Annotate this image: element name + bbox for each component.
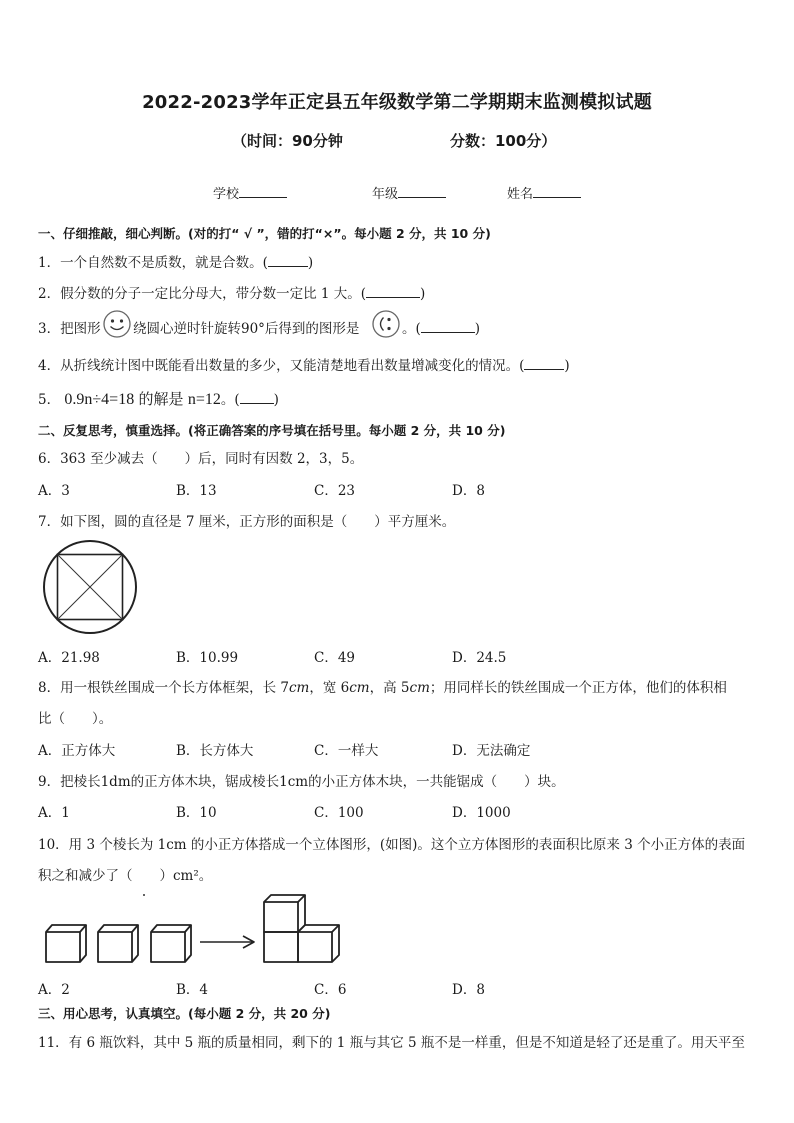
q10-option-c[interactable]: C．6 (314, 982, 347, 998)
q3-text-b: 绕圆心逆时针旋转90°后得到的图形是 (133, 321, 360, 337)
q5-close: ) (273, 392, 279, 408)
q8-unit-width: cm (349, 680, 370, 696)
q10-option-a[interactable]: A．2 (38, 982, 70, 998)
exam-time: （时间：90分钟 (232, 132, 343, 150)
q4-close: ) (564, 358, 570, 374)
q5-equation: 0.9n÷4=18 (64, 391, 135, 408)
name-blank[interactable] (533, 185, 581, 198)
name-label: 姓名 (507, 187, 534, 202)
q8-text-d: ；用同样长的铁丝围成一个正方体，他们的体积相 (429, 680, 727, 696)
name-field (507, 183, 581, 202)
q6-option-c[interactable]: C．23 (314, 483, 356, 499)
question-4 (38, 354, 570, 374)
question-3-b (133, 317, 359, 337)
q1-text: 1．一个自然数不是质数，就是合数。( (38, 255, 268, 271)
q6-option-a[interactable]: A．3 (38, 483, 70, 499)
q8-option-c[interactable]: C．一样大 (314, 743, 379, 759)
school-field (213, 183, 287, 202)
q7-option-a[interactable]: A．21.98 (38, 650, 100, 666)
q5-text-a: 5． (38, 392, 61, 408)
q3-text-c: 。( (402, 321, 421, 337)
q8-option-b[interactable]: B．长方体大 (176, 743, 254, 759)
q9-option-b[interactable]: B．10 (176, 805, 217, 821)
question-3-c (402, 317, 480, 337)
school-blank[interactable] (239, 185, 287, 198)
exam-title: 2022-2023学年正定县五年级数学第二学期期末监测模拟试题 (142, 92, 652, 113)
q8-text-b: ，宽 6 (309, 680, 350, 696)
question-2 (38, 282, 425, 302)
q7-option-b[interactable]: B．10.99 (176, 650, 239, 666)
q8-option-d[interactable]: D．无法确定 (452, 743, 531, 759)
exam-score: 分数：100分） (450, 132, 557, 150)
q8-text-c: ，高 5 (369, 680, 410, 696)
question-5 (38, 388, 279, 409)
question-9: 9．把棱长1dm的正方体木块，锯成棱长1cm的小正方体木块，一共能锯成（ ）块。 (38, 774, 565, 790)
grade-label: 年级 (372, 187, 399, 202)
q5-answer-blank[interactable] (240, 391, 274, 404)
question-10-line1: 10．用 3 个棱长为 1cm 的小正方体搭成一个立体图形，(如图)。这个立方体图形的表面积比原来 3 个小正方体的表面 (38, 837, 746, 853)
cubes-diagram (40, 890, 350, 966)
section1-heading: 一、仔细推敲，细心判断。(对的打“ √ ”，错的打“×”。每小题 2 分，共 10 分) (38, 226, 491, 241)
q9-option-a[interactable]: A．1 (38, 805, 70, 821)
grade-field (372, 183, 446, 202)
question-1 (38, 251, 313, 271)
q8-unit-height: cm (409, 680, 430, 696)
q7-option-c[interactable]: C．49 (314, 650, 356, 666)
small-cube-3 (151, 925, 191, 962)
q9-option-c[interactable]: C．100 (314, 805, 364, 821)
rotated-smiley-icon (371, 309, 401, 339)
question-11: 11．有 6 瓶饮料，其中 5 瓶的质量相同，剩下的 1 瓶与其它 5 瓶不是一样重，但是不知道是轻了还是重了。用天平至 (38, 1035, 745, 1051)
q9-option-d[interactable]: D．1000 (452, 805, 511, 821)
q8-unit-length: cm (288, 680, 310, 696)
circle-square-diagram (42, 539, 140, 637)
q5-text-b: 的解是 (138, 390, 184, 408)
question-6: 6．363 至少减去（ ）后，同时有因数 2，3，5。 (38, 451, 364, 467)
section2-heading: 二、反复思考，慎重选择。(将正确答案的序号填在括号里。每小题 2 分，共 10 分) (38, 423, 506, 438)
q10-option-b[interactable]: B．4 (176, 982, 209, 998)
q7-option-d[interactable]: D．24.5 (452, 650, 507, 666)
q2-close: ) (420, 286, 426, 302)
question-8-line2: 比（ ）。 (38, 711, 113, 727)
school-label: 学校 (213, 187, 240, 202)
q3-answer-blank[interactable] (421, 320, 475, 333)
question-8-line1 (38, 676, 727, 696)
q4-text: 4．从折线统计图中既能看出数量的多少，又能清楚地看出数量增减变化的情况。( (38, 358, 525, 374)
q6-option-b[interactable]: B．13 (176, 483, 217, 499)
q6-option-d[interactable]: D．8 (452, 483, 485, 499)
q4-answer-blank[interactable] (524, 357, 564, 370)
q2-answer-blank[interactable] (366, 285, 420, 298)
small-cube-2 (98, 925, 138, 962)
q10-option-d[interactable]: D．8 (452, 982, 485, 998)
question-10-line2: 积之和减少了（ ）cm²。 (38, 868, 213, 884)
q1-close: ) (307, 255, 314, 271)
grade-blank[interactable] (398, 185, 446, 198)
q5-text-c: 。( (220, 392, 240, 408)
q5-solution: n=12 (187, 391, 221, 408)
q2-text: 2．假分数的分子一定比分母大，带分数一定比 1 大。( (38, 286, 367, 302)
q3-text-a: 3．把图形 (38, 321, 101, 337)
question-7: 7．如下图，圆的直径是 7 厘米，正方形的面积是（ ）平方厘米。 (38, 514, 456, 530)
q8-text-a: 8．用一根铁丝围成一个长方体框架，长 7 (38, 680, 289, 696)
small-cube-1 (46, 925, 86, 962)
q8-option-a[interactable]: A．正方体大 (38, 743, 116, 759)
q1-answer-blank[interactable] (268, 254, 308, 267)
question-3 (38, 317, 101, 337)
section3-heading: 三、用心思考，认真填空。(每小题 2 分，共 20 分) (38, 1006, 331, 1021)
q3-close: ) (474, 321, 481, 337)
smiley-face-icon (102, 309, 132, 339)
